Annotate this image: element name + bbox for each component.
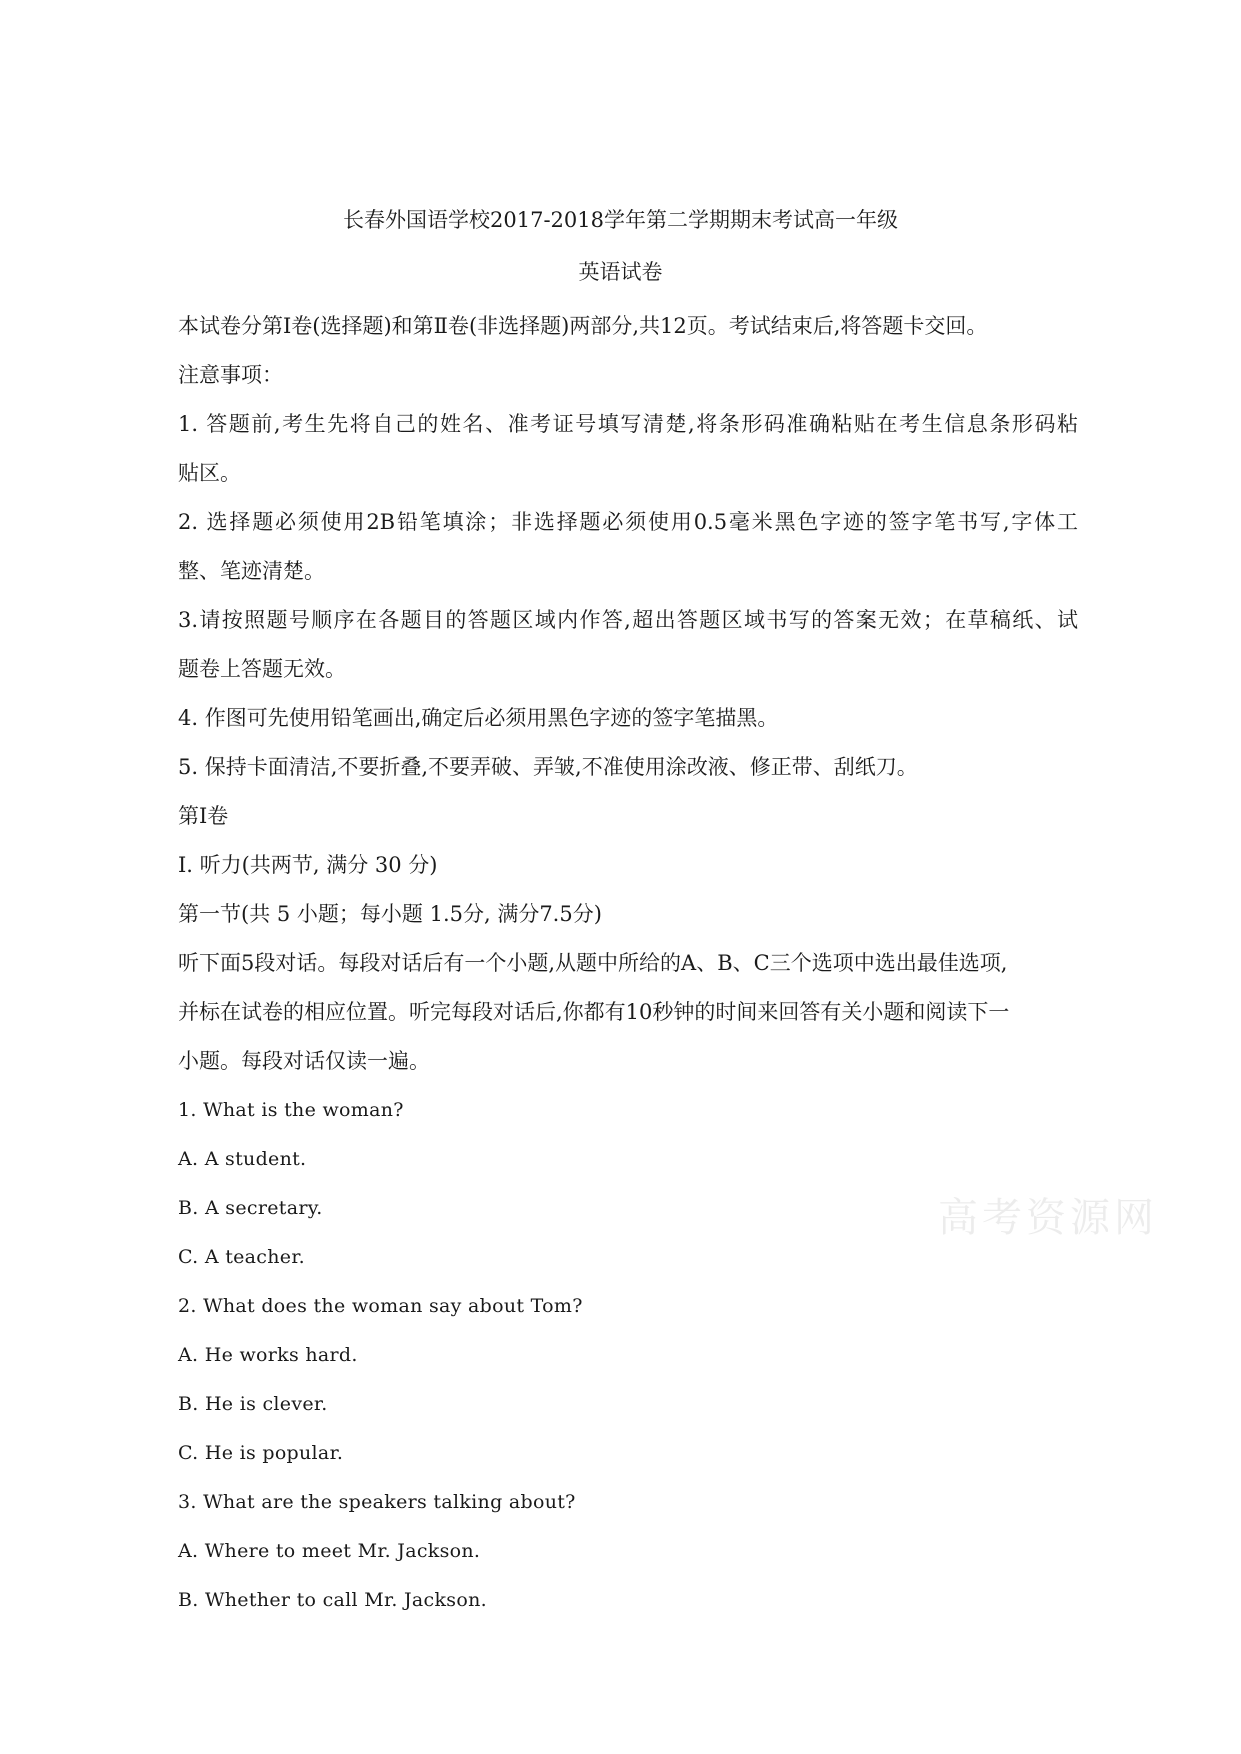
- note-2-line-2: 整、笔迹清楚。: [178, 559, 325, 583]
- question-2-option-c: C. He is popular.: [178, 1442, 344, 1464]
- volume-heading: 第Ⅰ卷: [178, 804, 229, 828]
- exam-title: 长春外国语学校2017-2018学年第二学期期末考试高一年级: [343, 208, 898, 232]
- question-1-option-c: C. A teacher.: [178, 1246, 305, 1268]
- watermark: 高考资源网: [938, 1195, 1158, 1241]
- note-3-line-1: 3.请按照题号顺序在各题目的答题区域内作答,超出答题区域书写的答案无效；在草稿纸、试: [178, 608, 1078, 632]
- exam-body: [178, 302, 1078, 1625]
- question-3-option-b: B. Whether to call Mr. Jackson.: [178, 1589, 487, 1611]
- question-3-option-a: A. Where to meet Mr. Jackson.: [178, 1540, 481, 1562]
- question-2-option-b: B. He is clever.: [178, 1393, 328, 1415]
- note-2-line-1: 2. 选择题必须使用2B铅笔填涂；非选择题必须使用0.5毫米黑色字迹的签字笔书写,字体工: [178, 510, 1078, 534]
- instruction-line-3: 小题。每段对话仅读一遍。: [178, 1049, 430, 1073]
- note-4: 4. 作图可先使用铅笔画出,确定后必须用黑色字迹的签字笔描黑。: [178, 706, 779, 730]
- question-3-stem: 3. What are the speakers talking about?: [178, 1491, 576, 1513]
- question-1-option-b: B. A secretary.: [178, 1197, 323, 1219]
- notes-heading: 注意事项：: [178, 363, 283, 387]
- question-1-stem: 1. What is the woman?: [178, 1099, 404, 1121]
- note-1-line-1: 1. 答题前,考生先将自己的姓名、准考证号填写清楚,将条形码准确粘贴在考生信息条形码粘: [178, 412, 1078, 436]
- exam-subtitle: 英语试卷: [578, 260, 663, 284]
- instruction-line-2: 并标在试卷的相应位置。听完每段对话后,你都有10秒钟的时间来回答有关小题和阅读下一: [178, 1000, 1010, 1024]
- note-3-line-2: 题卷上答题无效。: [178, 657, 346, 681]
- note-5: 5. 保持卡面清洁,不要折叠,不要弄破、弄皱,不准使用涂改液、修正带、刮纸刀。: [178, 755, 918, 779]
- listening-part-heading: I. 听力(共两节, 满分 30 分): [178, 853, 438, 877]
- question-1-option-a: A. A student.: [178, 1148, 307, 1170]
- note-1-line-2: 贴区。: [178, 461, 241, 485]
- instruction-line-1: 听下面5段对话。每段对话后有一个小题,从题中所给的A、B、C三个选项中选出最佳选项,: [178, 951, 1008, 975]
- section-one-heading: 第一节(共 5 小题；每小题 1.5分, 满分7.5分): [178, 902, 602, 926]
- question-2-option-a: A. He works hard.: [178, 1344, 358, 1366]
- intro-text: 本试卷分第Ⅰ卷(选择题)和第Ⅱ卷(非选择题)两部分,共12页。考试结束后,将答题卡交回。: [178, 314, 988, 338]
- question-2-stem: 2. What does the woman say about Tom?: [178, 1295, 583, 1317]
